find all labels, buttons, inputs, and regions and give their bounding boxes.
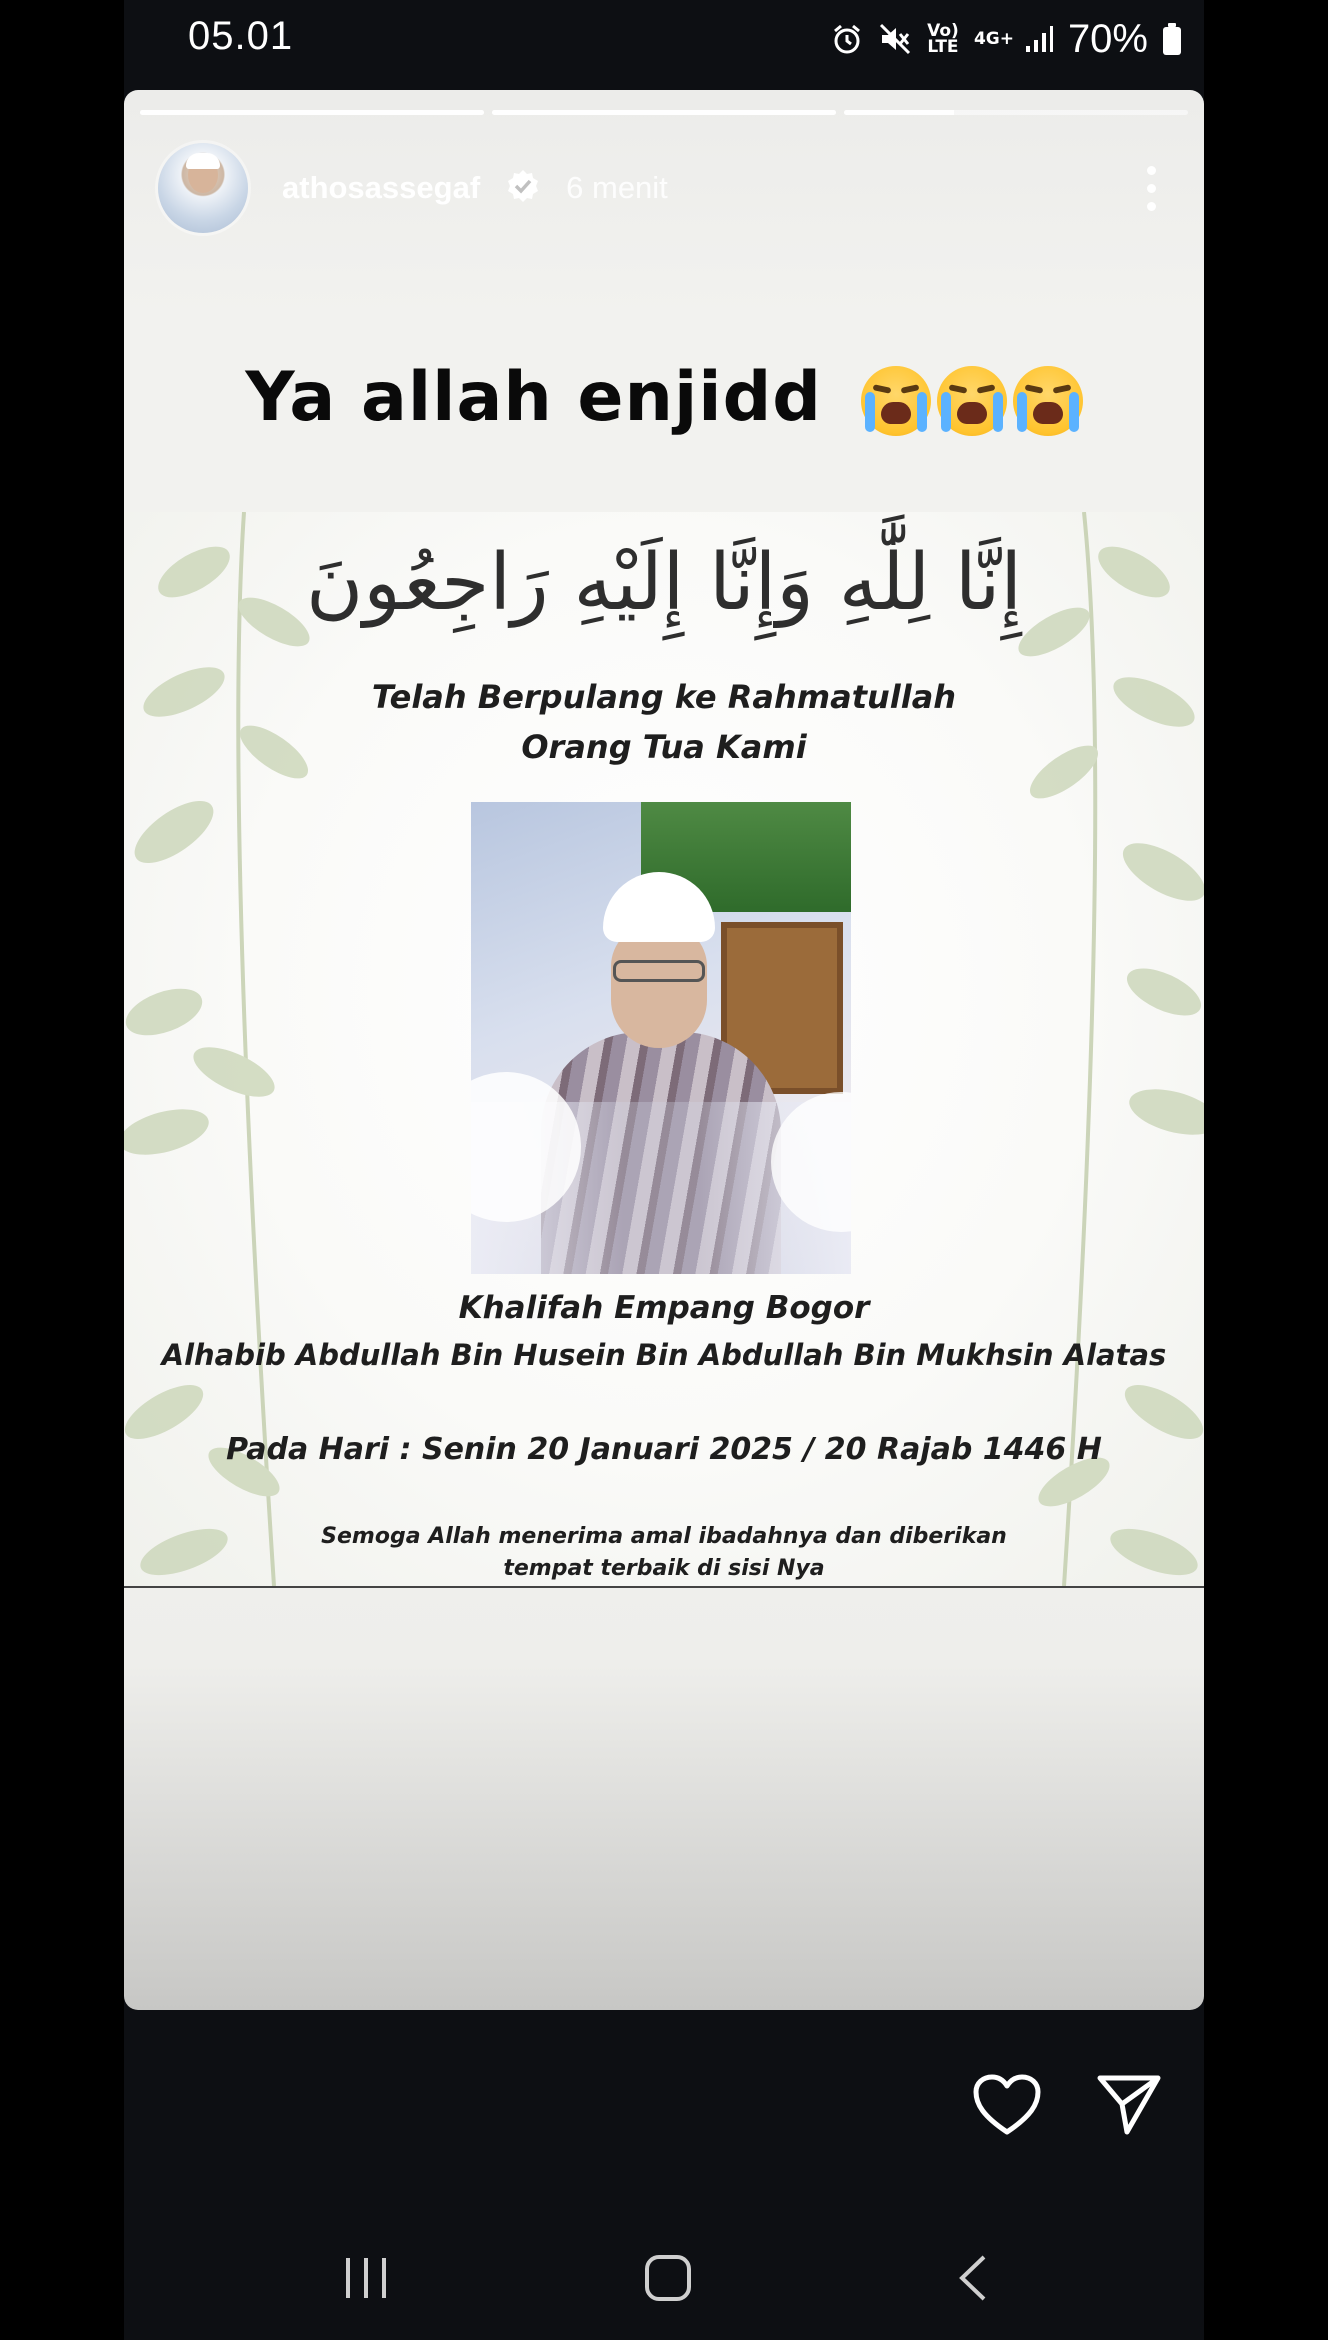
system-navigation-bar xyxy=(124,2220,1204,2340)
share-button[interactable] xyxy=(1094,2070,1164,2140)
flyer-date: Pada Hari : Senin 20 Januari 2025 / 20 Rajab 1446 H xyxy=(226,1432,1102,1467)
mute-icon xyxy=(878,22,912,56)
flyer-heading-line1: Telah Berpulang ke Rahmatullah xyxy=(371,678,957,716)
like-button[interactable] xyxy=(972,2070,1042,2140)
story-caption xyxy=(124,358,1204,437)
flyer-title: Khalifah Empang Bogor xyxy=(458,1290,870,1326)
battery-percent: 70% xyxy=(1067,16,1148,61)
flyer-prayer-line2: tempat terbaik di sisi Nya xyxy=(503,1556,825,1581)
heart-icon xyxy=(973,2074,1041,2136)
username[interactable]: athosassegaf xyxy=(282,170,481,205)
condolence-flyer xyxy=(124,512,1204,1588)
arabic-verse: إِنَّا لِلَّٰهِ وَإِنَّا إِلَيْهِ رَاجِعُونَ xyxy=(305,538,1023,628)
verified-badge-icon xyxy=(506,169,540,208)
deceased-portrait-photo xyxy=(471,802,851,1274)
leaf-decoration-right xyxy=(1004,512,1204,1586)
status-icons xyxy=(830,14,1182,64)
back-button[interactable] xyxy=(954,2254,990,2307)
story-progress-segment xyxy=(492,110,836,115)
caption-text: Ya allah enjidd xyxy=(245,358,822,437)
crying-emoji-group xyxy=(861,366,1083,436)
story-progress-bar xyxy=(140,110,1188,115)
volte-icon: Vo) LTE xyxy=(927,21,959,57)
loudly-crying-emoji-icon xyxy=(937,366,1007,436)
send-icon xyxy=(1097,2074,1161,2136)
recents-icon xyxy=(342,2256,390,2300)
alarm-icon xyxy=(830,22,864,56)
flyer-prayer-line1: Semoga Allah menerima amal ibadahnya dan diberikan xyxy=(321,1524,1007,1549)
4g-icon: 4G+ xyxy=(973,29,1014,49)
flyer-name: Alhabib Abdullah Bin Husein Bin Abdullah Bin Mukhsin Alatas xyxy=(161,1338,1167,1372)
signal-icon xyxy=(1024,24,1054,54)
avatar[interactable] xyxy=(158,143,248,233)
story-viewer[interactable] xyxy=(124,90,1204,2010)
loudly-crying-emoji-icon xyxy=(1013,366,1083,436)
story-time-ago: 6 menit xyxy=(566,170,668,205)
leaf-decoration-left xyxy=(124,512,324,1586)
phone-screen xyxy=(124,0,1204,2340)
status-bar xyxy=(124,0,1204,76)
flyer-heading-line2: Orang Tua Kami xyxy=(521,728,807,766)
battery-icon xyxy=(1162,22,1182,56)
loudly-crying-emoji-icon xyxy=(861,366,931,436)
home-icon xyxy=(644,2254,692,2302)
home-button[interactable] xyxy=(644,2254,692,2307)
story-progress-segment xyxy=(140,110,484,115)
story-progress-segment xyxy=(844,110,1188,115)
status-time: 05.01 xyxy=(188,14,294,58)
story-actions xyxy=(124,2040,1204,2160)
recents-button[interactable] xyxy=(342,2256,390,2305)
back-icon xyxy=(954,2254,990,2302)
more-options-icon[interactable] xyxy=(1147,166,1156,211)
story-header xyxy=(158,142,1178,234)
